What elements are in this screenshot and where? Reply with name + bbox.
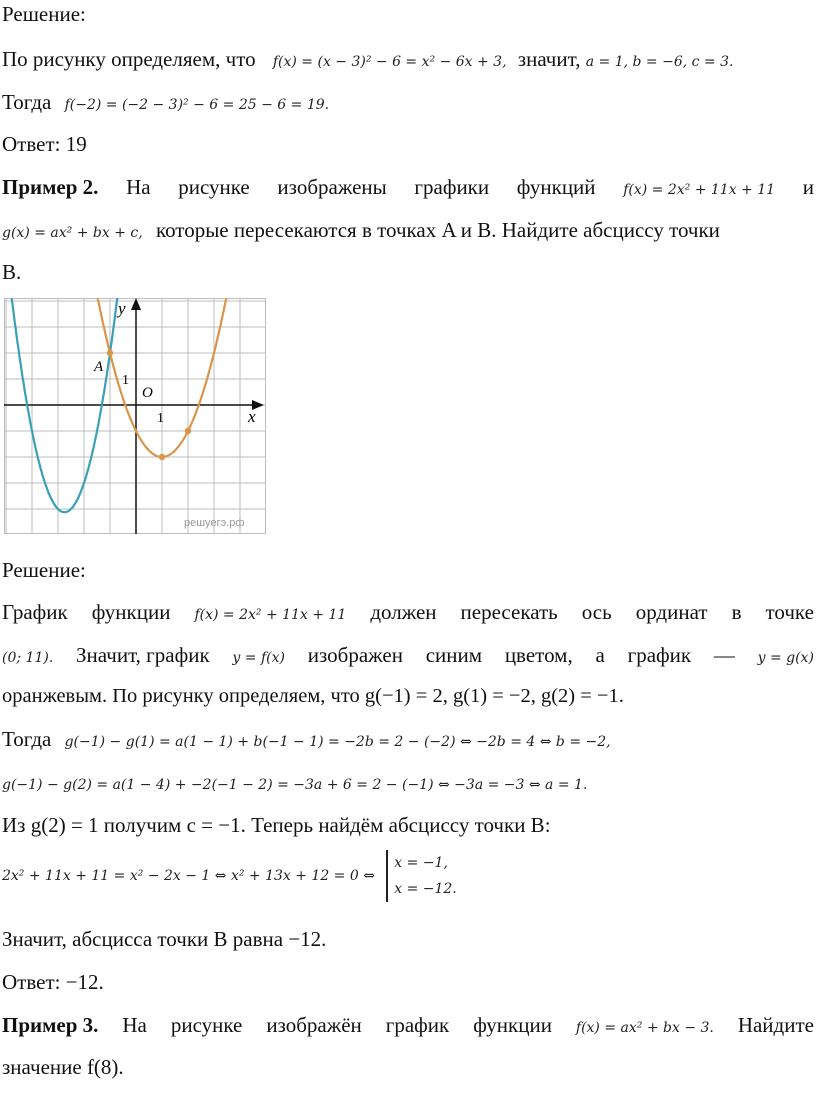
- word: функции: [91, 600, 171, 624]
- word: графики: [414, 175, 490, 199]
- solution2-line2: [2, 643, 814, 668]
- formula: y = g(x): [757, 650, 814, 666]
- text: значит,: [517, 47, 581, 71]
- solution2-line6: Из g(2) = 1 получим c = −1. Теперь найдём абсциссу точки B:: [2, 813, 551, 837]
- watermark: решуегэ.рф: [184, 517, 245, 529]
- word: ординат: [635, 600, 708, 624]
- word: в: [731, 600, 742, 624]
- function-graph: [4, 298, 266, 534]
- example-label: Пример 3.: [2, 1013, 99, 1037]
- formula: 2x² + 11x + 11 = x² − 2x − 1 ⇔ x² + 13x + 12 = 0 ⇔: [2, 868, 375, 884]
- example2-line3: B.: [2, 260, 22, 284]
- word: рисунке: [178, 175, 250, 199]
- word: функций: [516, 175, 596, 199]
- text: По рисунку определяем, что: [2, 47, 256, 71]
- solution1-line1: [2, 47, 733, 72]
- solution2-line4: [2, 727, 611, 752]
- system-row: x = −1,: [394, 855, 448, 871]
- example2-line2: [2, 218, 720, 243]
- grid-border: [5, 299, 266, 534]
- word: цветом,: [504, 643, 573, 667]
- word: изображены: [277, 175, 387, 199]
- word: точке: [765, 600, 814, 624]
- word: график: [627, 643, 692, 667]
- system-row: x = −12.: [394, 881, 457, 897]
- formula: f(x) = 2x² + 11x + 11: [623, 182, 776, 198]
- solution1-line2: [2, 90, 329, 115]
- word: рисунке: [170, 1013, 243, 1037]
- solution2-line3: оранжевым. По рисунку определяем, что g(−1) = 2, g(1) = −2, g(2) = −1.: [2, 685, 624, 707]
- formula: (0; 11).: [2, 650, 54, 666]
- formula: g(−1) − g(1) = a(1 − 1) + b(−1 − 1) = −2b = 2 − (−2) ⇔ −2b = 4 ⇔ b = −2,: [64, 734, 611, 750]
- word: На: [122, 1013, 147, 1037]
- word: График: [2, 600, 68, 624]
- example3-line1: [2, 1013, 814, 1038]
- text: Тогда: [2, 727, 52, 751]
- solution2-line5: [2, 770, 587, 795]
- formula: f(−2) = (−2 − 3)² − 6 = 25 − 6 = 19.: [64, 97, 330, 113]
- marked-point: [159, 454, 165, 460]
- word: а: [595, 643, 605, 667]
- formula: g(−1) − g(2) = a(1 − 4) + −2(−1 − 2) = −3a + 6 = 2 − (−1) ⇔ −3a = −3 ⇔ a = 1.: [2, 777, 588, 793]
- word: —: [713, 643, 735, 667]
- equation-system: [386, 850, 457, 902]
- x-axis-label: x: [248, 407, 256, 426]
- word: и: [802, 175, 814, 199]
- answer-1: Ответ: 19: [2, 132, 87, 156]
- word: пересекать: [460, 600, 558, 624]
- formula: f(x) = 2x² + 11x + 11: [194, 607, 347, 623]
- marked-point: [107, 350, 113, 356]
- word: должен: [370, 600, 437, 624]
- origin-label: O: [142, 385, 153, 401]
- formula: g(x) = ax² + bx + c,: [2, 225, 143, 241]
- example3-line2: значение f(8).: [2, 1055, 124, 1079]
- unit-x-label: 1: [157, 411, 164, 426]
- word: изображён: [266, 1013, 362, 1037]
- text: Тогда: [2, 90, 52, 114]
- y-axis-label: y: [118, 299, 126, 318]
- formula: f(x) = (x − 3)² − 6 = x² − 6x + 3,: [272, 54, 507, 70]
- text: Значит, график: [76, 643, 210, 667]
- solution2-line1: [2, 600, 814, 625]
- word: график: [385, 1013, 450, 1037]
- answer-2: Ответ: −12.: [2, 970, 104, 994]
- word: изображен: [307, 643, 403, 667]
- y-axis-arrow: [131, 298, 141, 310]
- unit-y-label: 1: [122, 373, 129, 388]
- example2-line1: [2, 175, 814, 200]
- word: ось: [581, 600, 612, 624]
- point-a-label: A: [94, 359, 104, 375]
- word: На: [126, 175, 151, 199]
- marked-point: [185, 428, 191, 434]
- word: синим: [425, 643, 483, 667]
- solution-heading-2: Решение:: [2, 558, 86, 582]
- word: функции: [473, 1013, 552, 1037]
- solution2-conclusion: Значит, абсцисса точки B равна −12.: [2, 927, 327, 951]
- formula: f(x) = ax² + bx − 3.: [575, 1020, 714, 1036]
- formula: y = f(x): [232, 650, 285, 666]
- grid: [4, 298, 266, 534]
- solution-heading-1: Решение:: [2, 2, 86, 26]
- solution2-equation: [2, 850, 457, 902]
- word: Найдите: [737, 1013, 814, 1037]
- text: которые пересекаются в точках A и B. Найдите абсциссу точки: [155, 218, 720, 242]
- example-label: Пример 2.: [2, 175, 99, 199]
- formula: a = 1, b = −6, c = 3.: [585, 54, 734, 70]
